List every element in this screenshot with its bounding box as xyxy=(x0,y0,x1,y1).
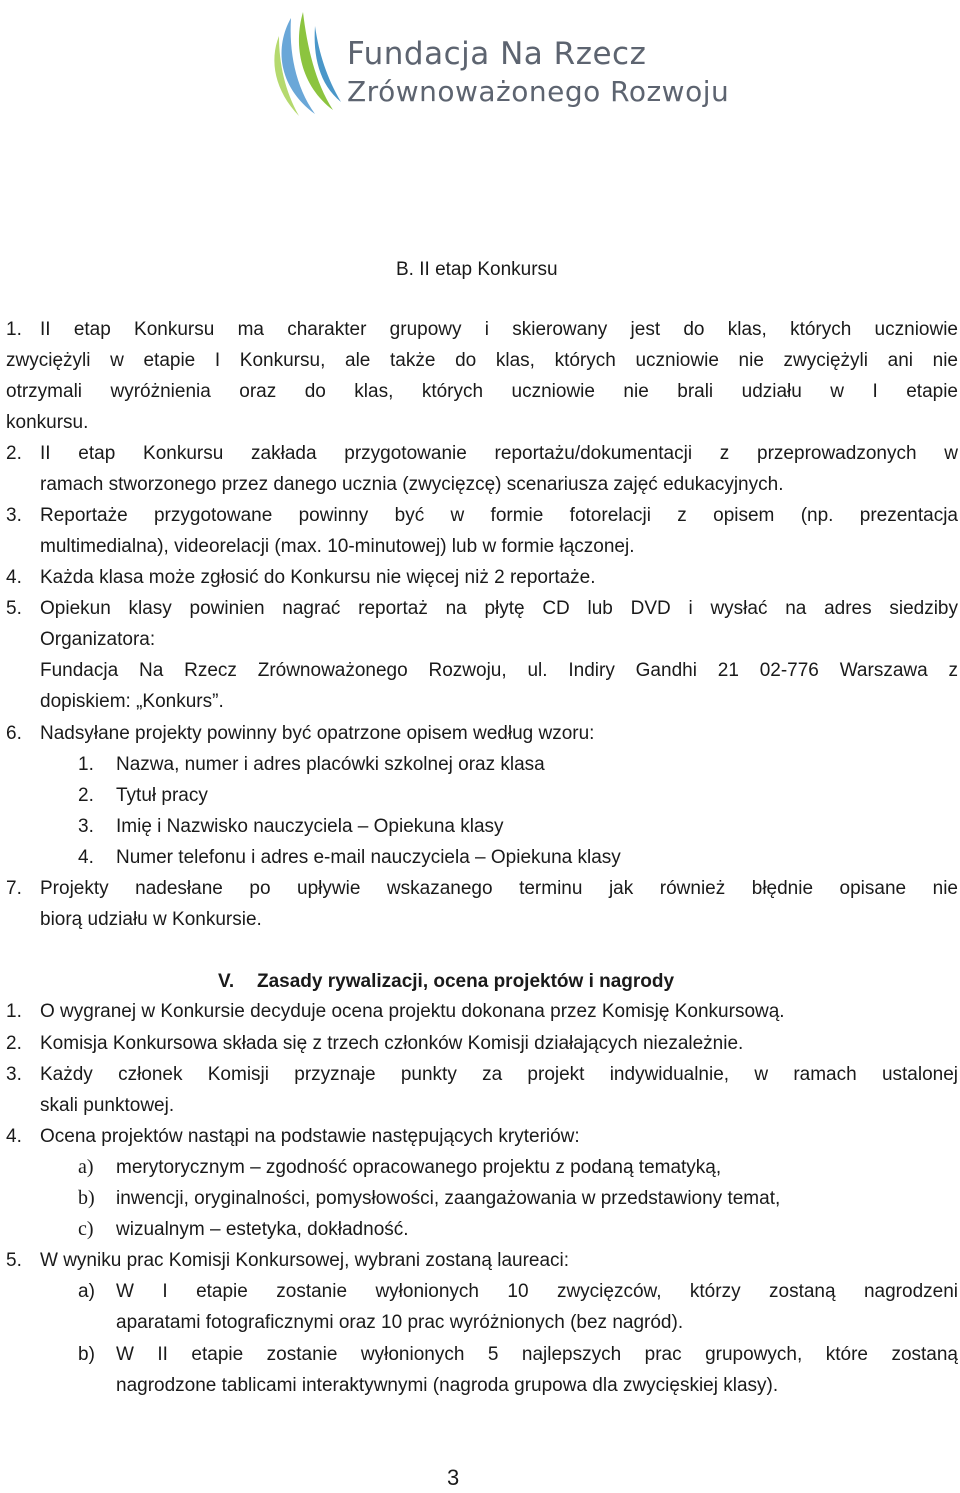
item-line: konkursu. xyxy=(6,412,89,433)
subitem-text: Tytuł pracy xyxy=(116,785,208,806)
subitem-letter: c) xyxy=(78,1218,94,1240)
subitem-text: merytorycznym – zgodność opracowanego projektu z podaną tematyką, xyxy=(116,1157,722,1178)
subitem-letter: a) xyxy=(78,1156,94,1178)
subitem-line: W I etapie zostanie wyłonionych 10 zwycięzców, którzy zostaną nagrodzeni xyxy=(116,1281,958,1302)
subitem-line: aparatami fotograficznymi oraz 10 prac wyróżnionych (bez nagród). xyxy=(116,1312,684,1333)
foundation-logo xyxy=(255,6,730,121)
section-v-heading: Zasady rywalizacji, ocena projektów i nagrody xyxy=(257,971,675,992)
item-line: II etap Konkursu zakłada przygotowanie reportażu/dokumentacji z przeprowadzonych w xyxy=(40,443,958,464)
item-number: 2. xyxy=(6,1033,22,1054)
subitem-number: 2. xyxy=(78,785,94,806)
item-line: Organizatora: xyxy=(40,629,156,650)
item-number: 3. xyxy=(6,1064,22,1085)
subitem-line: nagrodzone tablicami interaktywnymi (nagroda grupowa dla zwycięskiej klasy). xyxy=(116,1375,779,1396)
item-line: Reportaże przygotowane powinny być w formie fotorelacji z opisem (np. prezentacja xyxy=(40,505,958,526)
subitem-text: Numer telefonu i adres e-mail nauczyciela – Opiekuna klasy xyxy=(116,847,621,868)
item-number: 7. xyxy=(6,878,22,899)
item-line: Projekty nadesłane po upływie wskazanego terminu jak również błędnie opisane nie xyxy=(40,878,958,899)
item-line: dopiskiem: „Konkurs”. xyxy=(40,691,224,712)
subitem-number: 1. xyxy=(78,754,94,775)
logo-text-line2: Zrównoważonego Rozwoju xyxy=(347,75,730,108)
item-line: Każda klasa może zgłosić do Konkursu nie więcej niż 2 reportaże. xyxy=(40,567,596,588)
item-line: Opiekun klasy powinien nagrać reportaż na płytę CD lub DVD i wysłać na adres siedziby xyxy=(40,598,958,619)
item-line: O wygranej w Konkursie decyduje ocena projektu dokonana przez Komisję Konkursową. xyxy=(40,1001,785,1022)
item-number: 4. xyxy=(6,1126,22,1147)
subitem-text: wizualnym – estetyka, dokładność. xyxy=(116,1219,409,1240)
item-number: 2. xyxy=(6,443,22,464)
item-line: multimedialna), videorelacji (max. 10-minutowej) lub w formie łączonej. xyxy=(40,536,635,557)
item-number: 6. xyxy=(6,723,22,744)
subitem-text: Imię i Nazwisko nauczyciela – Opiekuna klasy xyxy=(116,816,504,837)
subitem-letter: b) xyxy=(78,1344,95,1365)
subitem-text: inwencji, oryginalności, pomysłowości, zaangażowania w przedstawiony temat, xyxy=(116,1188,781,1209)
subitem-line: W II etapie zostanie wyłonionych 5 najlepszych prac grupowych, które zostaną xyxy=(116,1344,958,1365)
item-line: Każdy członek Komisji przyznaje punkty za projekt indywidualnie, w ramach ustalonej xyxy=(40,1064,958,1085)
page-number: 3 xyxy=(447,1465,460,1490)
section-v-heading-number: V. xyxy=(218,971,235,992)
organizer-address: Fundacja Na Rzecz Zrównoważonego Rozwoju, ul. Indiry Gandhi 21 02-776 Warszawa z xyxy=(40,660,958,681)
section-b-heading: B. II etap Konkursu xyxy=(396,259,558,280)
item-line: ramach stworzonego przez danego ucznia (zwycięzcę) scenariusza zajęć edukacyjnych. xyxy=(40,474,784,495)
subitem-text: Nazwa, numer i adres placówki szkolnej oraz klasa xyxy=(116,754,545,775)
item-line: W wyniku prac Komisji Konkursowej, wybrani zostaną laureaci: xyxy=(40,1250,570,1271)
subitem-letter: a) xyxy=(78,1281,95,1302)
item-line: otrzymali wyróżnienia oraz do klas, których uczniowie nie brali udziału w I etapie xyxy=(6,381,958,402)
item-number: 1. xyxy=(6,319,22,340)
item-number: 3. xyxy=(6,505,22,526)
logo-text-line1: Fundacja Na Rzecz xyxy=(347,36,647,72)
item-number: 5. xyxy=(6,598,22,619)
item-line: zwyciężyli w etapie I Konkursu, ale także do klas, których uczniowie nie zwyciężyli ani nie xyxy=(6,350,958,371)
item-number: 5. xyxy=(6,1250,22,1271)
subitem-number: 3. xyxy=(78,816,94,837)
item-line: II etap Konkursu ma charakter grupowy i skierowany jest do klas, których uczniowie xyxy=(40,319,958,340)
item-number: 4. xyxy=(6,567,22,588)
item-line: Komisja Konkursowa składa się z trzech członków Komisji działających niezależnie. xyxy=(40,1033,744,1054)
item-line: Ocena projektów nastąpi na podstawie następujących kryteriów: xyxy=(40,1126,580,1147)
item-number: 1. xyxy=(6,1001,22,1022)
subitem-number: 4. xyxy=(78,847,94,868)
item-line: skali punktowej. xyxy=(40,1095,175,1116)
item-line: Nadsyłane projekty powinny być opatrzone opisem według wzoru: xyxy=(40,723,595,744)
item-line: biorą udziału w Konkursie. xyxy=(40,909,262,930)
subitem-letter: b) xyxy=(78,1187,95,1209)
leaf-logo-icon xyxy=(255,6,345,121)
